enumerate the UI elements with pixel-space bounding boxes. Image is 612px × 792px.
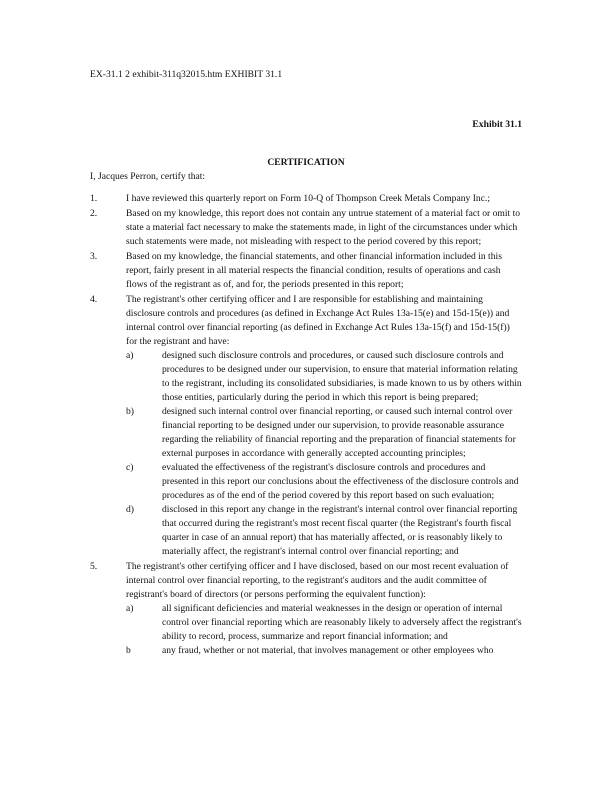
list-item (90, 250, 522, 292)
page-title: CERTIFICATION (267, 157, 345, 168)
list-item (90, 207, 522, 249)
list-item (90, 293, 522, 559)
sub-item-text: disclosed in this report any change in the registrant's internal control over financial reporting that occurred during the registrant's most recent fiscal quarter (the Registrant's fourth fiscal quarter in case of an annual report) that has materially affected, or is reasonably likely to materially affect, the registrant's internal control over financial reporting; and (162, 504, 518, 557)
list-item (90, 560, 522, 658)
item-number: 1. (90, 193, 98, 204)
exhibit-label: Exhibit 31.1 (472, 119, 522, 130)
sub-item-text: any fraud, whether or not material, that involves management or other employees who (162, 645, 494, 656)
sub-item-letter: b) (126, 406, 134, 417)
sub-item-text: designed such disclosure controls and procedures, or caused such disclosure controls and procedures to be designed under our supervision, to ensure that material information relating to the registrant, including its consolidated subsidiaries, is made known to us by others within those entities, particularly during the period in which this report is being prepared; (162, 350, 522, 403)
list-item (90, 192, 522, 206)
intro-text: I, Jacques Perron, certify that: (90, 171, 206, 182)
item-text: I have reviewed this quarterly report on Form 10-Q of Thompson Creek Metals Company Inc.; (126, 193, 491, 204)
sub-item-text: all significant deficiencies and material weaknesses in the design or operation of internal control over financial reporting which are reasonably likely to adversely affect the registrant's ability to record, process, summarize and report financial information; and (162, 603, 522, 642)
sub-item-letter: a) (126, 603, 134, 614)
sub-item (126, 644, 522, 658)
sub-item (126, 503, 522, 559)
item-text: The registrant's other certifying officer and I are responsible for establishing and maintaining disclosure controls and procedures (as defined in Exchange Act Rules 13a-15(e) and 15d-15(e)) and internal control over financial reporting (as defined in Exchange Act Rules 13a-15(f) and 15d-15(f)) for the registrant and have: (126, 294, 510, 347)
sub-item-letter: b (126, 645, 131, 656)
sub-item (126, 405, 522, 461)
certification-list (90, 192, 522, 659)
sub-item-text: designed such internal control over financial reporting, or caused such internal control over financial reporting to be designed under our supervision, to provide reasonable assurance regarding the reliability of financial reporting and the preparation of financial statements for external purposes in accordance with generally accepted accounting principles; (162, 406, 516, 459)
item-number: 3. (90, 251, 98, 262)
sub-item-letter: c) (126, 462, 134, 473)
item-number: 4. (90, 294, 98, 305)
sub-item-text: evaluated the effectiveness of the registrant's disclosure controls and procedures and presented in this report our conclusions about the effectiveness of the disclosure controls and procedures as of the end of the period covered by this report based on such evaluation; (162, 462, 519, 501)
item-text: The registrant's other certifying officer and I have disclosed, based on our most recent evaluation of internal control over financial reporting, to the registrant's auditors and the audit committee of registrant's board of directors (or persons performing the equivalent function): (126, 561, 509, 600)
item-text: Based on my knowledge, this report does not contain any untrue statement of a material fact or omit to state a material fact necessary to make the statements made, in light of the circumstances under which such statements were made, not misleading with respect to the period covered by this report; (126, 208, 521, 247)
sub-item-letter: d) (126, 504, 134, 515)
item-number: 5. (90, 561, 98, 572)
sub-item-letter: a) (126, 350, 134, 361)
sub-item (126, 461, 522, 503)
item-number: 2. (90, 208, 98, 219)
sub-item (126, 602, 522, 644)
document-header: EX-31.1 2 exhibit-311q32015.htm EXHIBIT 31.1 (90, 69, 283, 80)
sub-item (126, 349, 522, 405)
item-text: Based on my knowledge, the financial statements, and other financial information included in this report, fairly present in all material respects the financial condition, results of operations and cash flows of the registrant as of, and for, the periods presented in this report; (126, 251, 502, 290)
